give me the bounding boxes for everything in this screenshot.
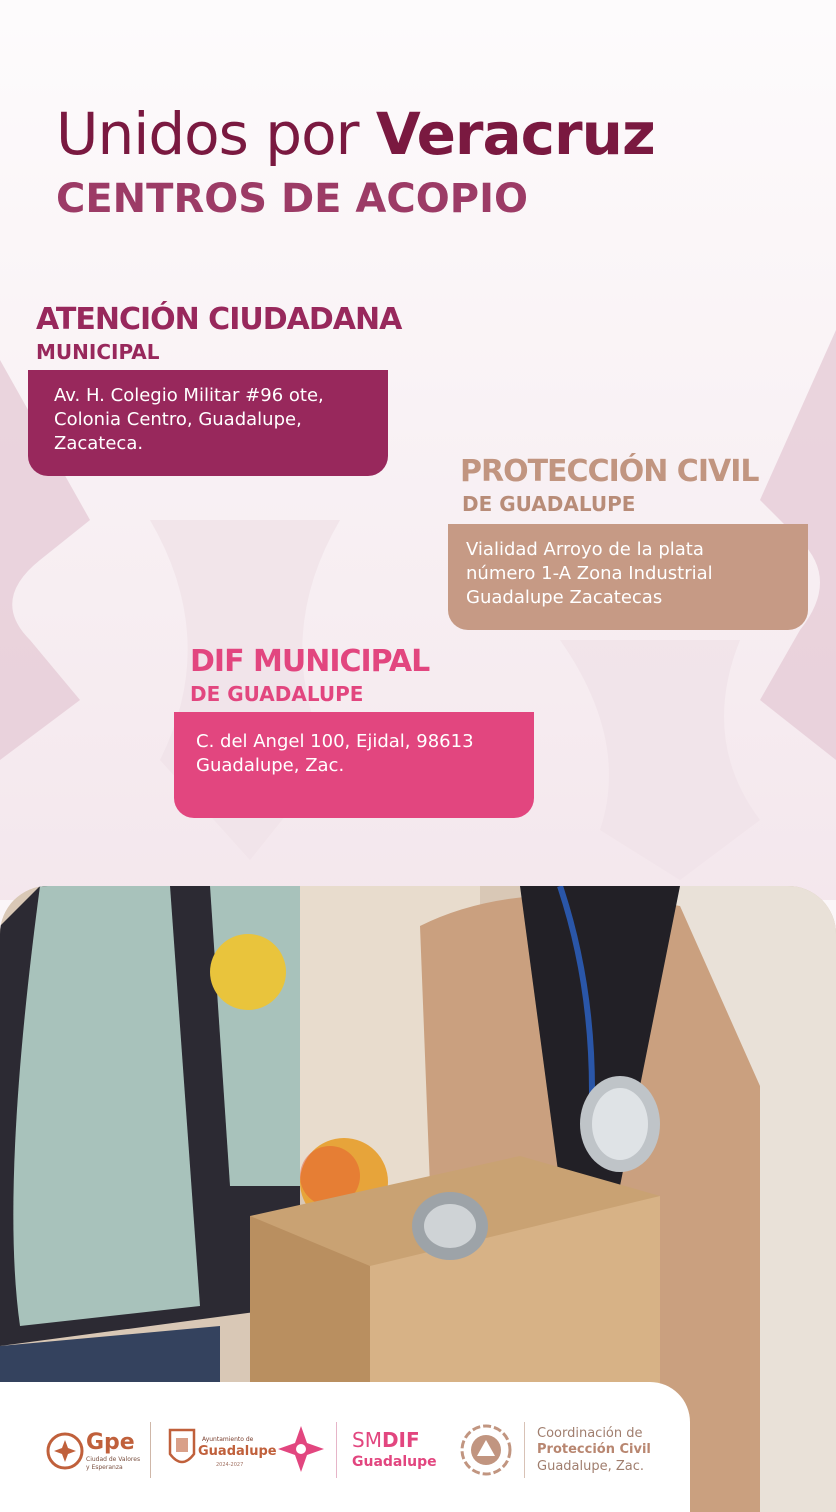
title-bold: Veracruz xyxy=(375,100,655,168)
address-line: Colonia Centro, Guadalupe, xyxy=(54,409,302,430)
divider xyxy=(336,1422,337,1478)
proteccion-civil-icon xyxy=(460,1424,512,1476)
center-3-name: DIF MUNICIPAL xyxy=(190,644,430,679)
address-line: número 1-A Zona Industrial xyxy=(466,563,713,584)
footer-logos xyxy=(0,1382,690,1512)
page-subtitle: CENTROS DE ACOPIO xyxy=(56,176,528,222)
proteccion-line-2: Protección Civil xyxy=(537,1442,651,1457)
smdif-name xyxy=(352,1428,420,1452)
title-regular: Unidos por xyxy=(56,100,376,168)
smdif-prefix: SM xyxy=(352,1428,382,1452)
divider xyxy=(524,1422,525,1478)
center-1-sub: MUNICIPAL xyxy=(36,340,160,364)
divider xyxy=(150,1422,151,1478)
gpe-tagline-1: Ciudad de Valores xyxy=(86,1456,141,1463)
gpe-logo-icon xyxy=(46,1432,84,1470)
center-3-sub: DE GUADALUPE xyxy=(190,682,364,706)
center-1-name: ATENCIÓN CIUDADANA xyxy=(36,302,402,337)
proteccion-line-3: Guadalupe, Zac. xyxy=(537,1459,645,1474)
center-1-address xyxy=(28,370,388,476)
address-line: Zacateca. xyxy=(54,433,144,454)
center-2-name: PROTECCIÓN CIVIL xyxy=(460,454,759,489)
proteccion-line-1: Coordinación de xyxy=(537,1426,643,1441)
ayuntamiento-line-1: Ayuntamiento de xyxy=(202,1436,254,1443)
page-title xyxy=(56,100,655,168)
ayuntamiento-shield-icon xyxy=(166,1424,198,1472)
address-line: Guadalupe, Zac. xyxy=(196,755,345,776)
address-line: C. del Angel 100, Ejidal, 98613 xyxy=(196,731,474,752)
smdif-bold: DIF xyxy=(381,1428,420,1452)
address-line: Guadalupe Zacatecas xyxy=(466,587,663,608)
ayuntamiento-line-3: 2024-2027 xyxy=(216,1462,244,1468)
gpe-tagline-2: y Esperanza xyxy=(86,1464,123,1471)
smdif-line-2: Guadalupe xyxy=(352,1454,437,1470)
address-line: Av. H. Colegio Militar #96 ote, xyxy=(54,385,324,406)
center-2-address xyxy=(448,524,808,630)
ayuntamiento-line-2: Guadalupe xyxy=(198,1444,277,1459)
gpe-name: Gpe xyxy=(86,1430,135,1455)
address-line: Vialidad Arroyo de la plata xyxy=(466,539,704,560)
dif-flower-icon xyxy=(276,1424,326,1474)
center-2-sub: DE GUADALUPE xyxy=(462,492,636,516)
center-3-address xyxy=(174,712,534,818)
